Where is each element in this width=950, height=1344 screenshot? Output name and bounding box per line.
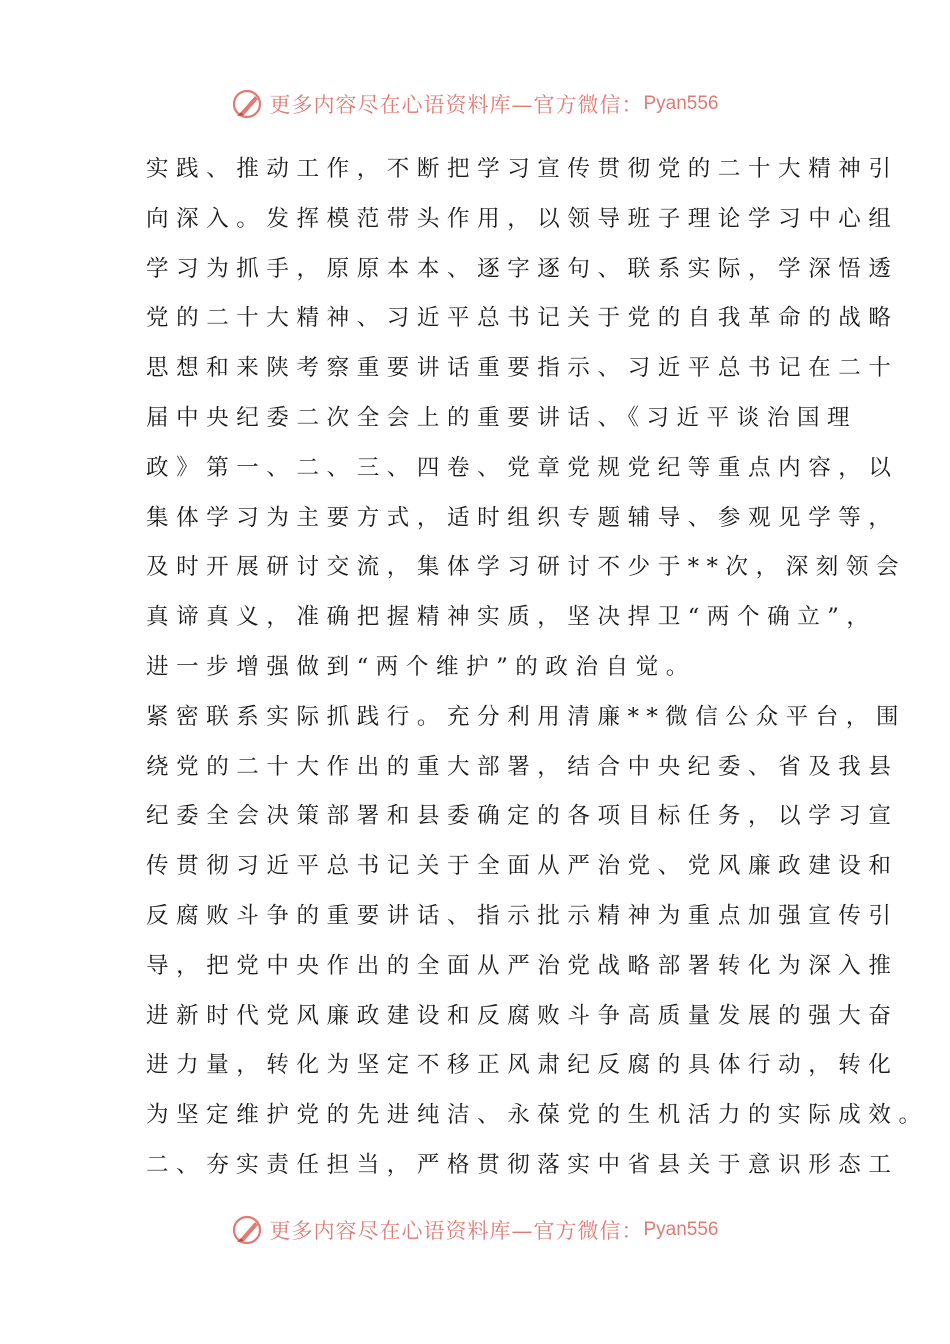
watermark-wechat-id: Pyan556	[643, 1219, 719, 1240]
text-line: 二、夯实责任担当，严格贯彻落实中省县关于意识形态工	[146, 1151, 899, 1178]
text-line: 紧密联系实际抓践行。充分利用清廉**微信公众平台，围	[146, 703, 907, 730]
text-line: 进力量，转化为坚定不移正风肃纪反腐的具体行动，转化	[146, 1052, 899, 1079]
text-line: 进一步增强做到“两个维护”的政治自觉。	[146, 653, 696, 680]
text-line: 集体学习为主要方式，适时组织专题辅导、参观见学等，	[146, 504, 899, 531]
pen-logo-icon	[231, 87, 265, 121]
document-body	[146, 145, 929, 1191]
text-line: 学习为抓手，原原本本、逐字逐句、联系实际，学深悟透	[146, 255, 899, 282]
text-line: 实践、推动工作，不断把学习宣传贯彻党的二十大精神引	[146, 156, 899, 182]
watermark-text: 更多内容尽在心语资料库—官方微信：	[269, 1219, 644, 1243]
text-line: 党的二十大精神、习近平总书记关于党的自我革命的战略	[146, 305, 899, 332]
text-line: 为坚定维护党的先进纯洁、永葆党的生机活力的实际成效。	[146, 1102, 929, 1129]
text-line: 传贯彻习近平总书记关于全面从严治党、党风廉政建设和	[146, 853, 899, 880]
text-line: 绕党的二十大作出的重大部署，结合中央纪委、省及我县	[146, 753, 899, 780]
text-line: 反腐败斗争的重要讲话、指示批示精神为重点加强宣传引	[146, 902, 899, 929]
watermark-text: 更多内容尽在心语资料库—官方微信：	[269, 93, 644, 117]
text-line: 向深入。发挥模范带头作用，以领导班子理论学习中心组	[146, 205, 899, 232]
watermark-footer	[0, 1210, 950, 1250]
pen-logo-icon	[231, 1213, 265, 1247]
text-line: 届中央纪委二次全会上的重要讲话、《习近平谈治国理	[146, 404, 858, 431]
text-line: 纪委全会决策部署和县委确定的各项目标任务，以学习宣	[146, 803, 899, 830]
text-line: 思想和来陕考察重要讲话重要指示、习近平总书记在二十	[146, 355, 899, 382]
watermark-wechat-id: Pyan556	[643, 93, 719, 114]
text-line: 真谛真义，准确把握精神实质，坚决捍卫“两个确立”，	[146, 604, 877, 631]
watermark-header	[0, 84, 950, 124]
text-line: 政》第一、二、三、四卷、党章党规党纪等重点内容，以	[146, 454, 899, 481]
text-line: 导，把党中央作出的全面从严治党战略部署转化为深入推	[146, 952, 899, 979]
text-line: 及时开展研讨交流，集体学习研讨不少于**次，深刻领会	[146, 554, 907, 581]
text-line: 进新时代党风廉政建设和反腐败斗争高质量发展的强大奋	[146, 1002, 899, 1029]
